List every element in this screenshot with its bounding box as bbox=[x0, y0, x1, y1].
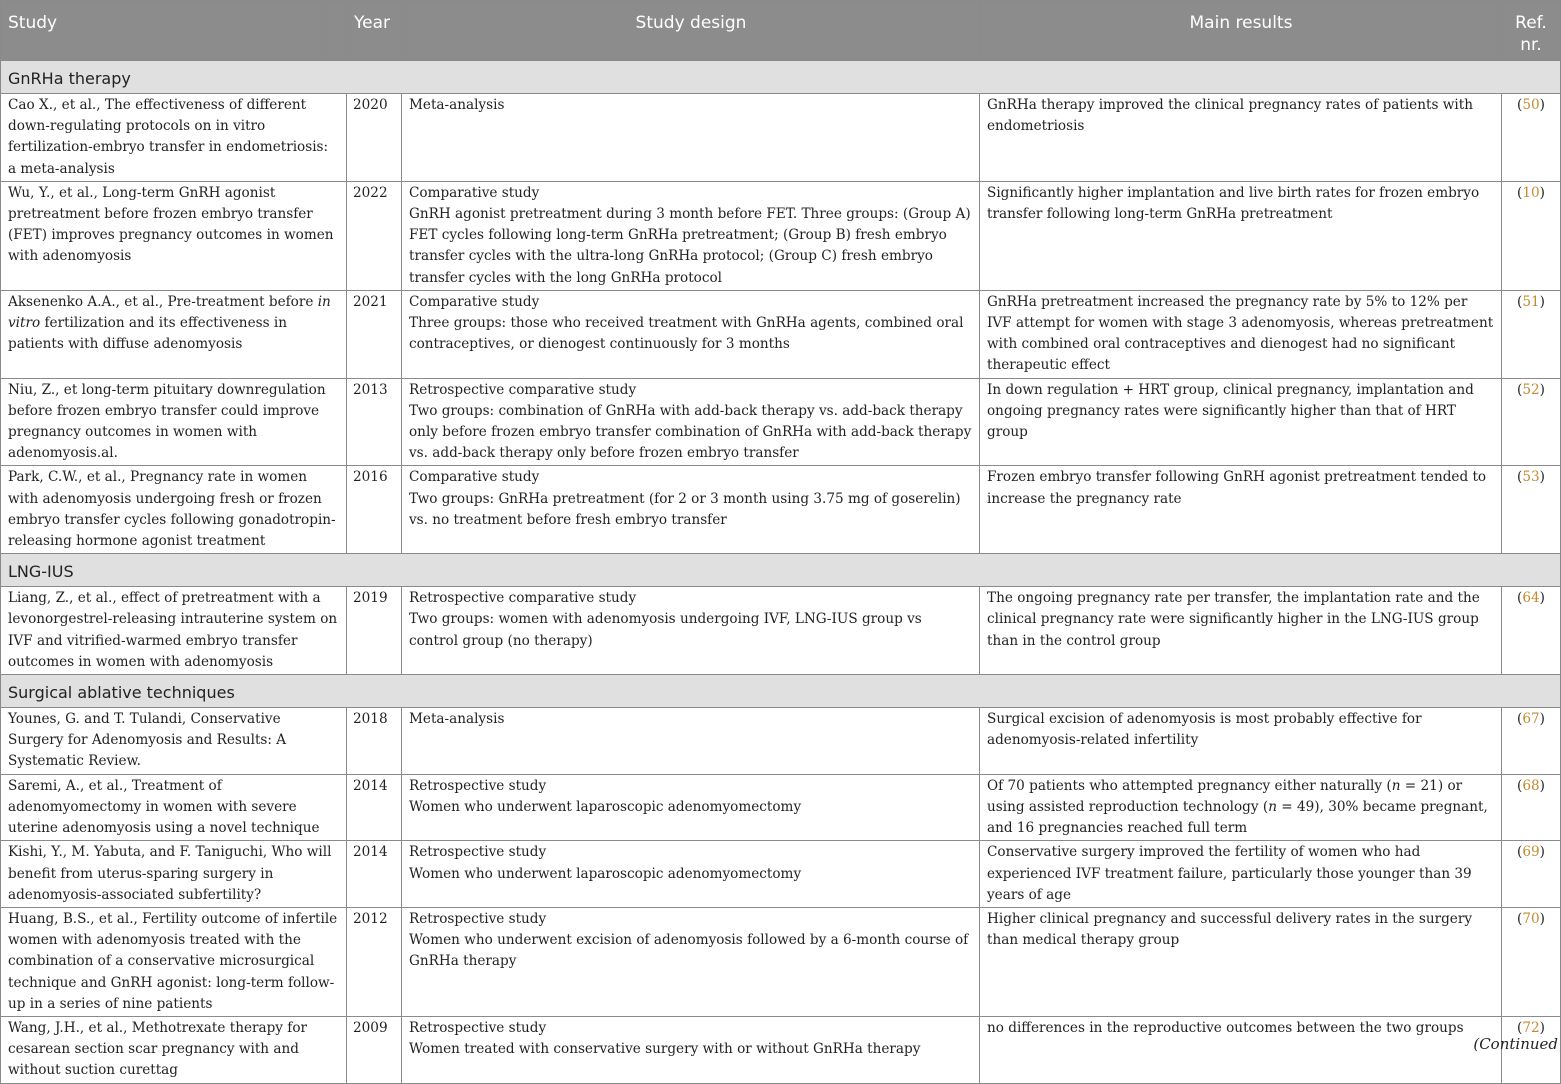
header-study: Study bbox=[1, 1, 326, 61]
study-cell: Huang, B.S., et al., Fertility outcome of infertile women with adenomyosis treated with the combination of a conservative microsurgical technique and GnRH agonist: long-term follow-up in a series of nine patients bbox=[1, 907, 347, 1016]
header-row bbox=[1, 1, 1561, 61]
year-cell: 2020 bbox=[347, 94, 402, 182]
ref-paren-close: ) bbox=[1539, 711, 1545, 728]
ref-paren-close: ) bbox=[1539, 469, 1545, 486]
ref-paren-open: ( bbox=[1517, 97, 1523, 113]
study-cell: Park, C.W., et al., Pregnancy rate in women with adenomyosis undergoing fresh or frozen embryo transfer cycles following gonadotropin-releasing hormone agonist treatment bbox=[1, 466, 347, 554]
design-cell bbox=[402, 774, 980, 841]
design-detail: Two groups: GnRHa pretreatment (for 2 or 3 month using 3.75 mg of goserelin) vs. no treatment before fresh embryo transfer bbox=[409, 490, 961, 528]
ref-cell bbox=[1502, 378, 1561, 466]
results-cell: Significantly higher implantation and live birth rates for frozen embryo transfer following long-term GnRHa pretreatment bbox=[980, 181, 1502, 290]
section-row bbox=[1, 675, 1561, 708]
results-cell: no differences in the reproductive outcomes between the two groups bbox=[980, 1016, 1502, 1083]
results-cell: GnRHa pretreatment increased the pregnancy rate by 5% to 12% per IVF attempt for women with stage 3 adenomyosis, whereas pretreatment with combined oral contraceptives and dienogest had no significant therapeutic effect bbox=[980, 290, 1502, 378]
ref-paren-close: ) bbox=[1539, 777, 1545, 794]
results-cell: Surgical excision of adenomyosis is most probably effective for adenomyosis-related infertility bbox=[980, 708, 1502, 775]
ref-paren-open: ( bbox=[1517, 910, 1523, 927]
ref-cell bbox=[1502, 907, 1561, 1016]
ref-link[interactable]: 67 bbox=[1522, 711, 1540, 728]
ref-cell bbox=[1502, 841, 1561, 908]
ref-link[interactable]: 52 bbox=[1522, 381, 1540, 398]
study-text: in vitro bbox=[8, 293, 331, 332]
ref-link[interactable]: 72 bbox=[1522, 1019, 1540, 1036]
ref-link[interactable]: 51 bbox=[1522, 293, 1540, 310]
ref-paren-open: ( bbox=[1517, 469, 1523, 486]
results-cell: In down regulation + HRT group, clinical pregnancy, implantation and ongoing pregnancy rates were significantly higher than that of HRT group bbox=[980, 378, 1502, 466]
year-cell: 2014 bbox=[347, 841, 402, 908]
ref-paren-close: ) bbox=[1539, 381, 1545, 398]
section-title: LNG-IUS bbox=[1, 554, 1561, 587]
section-title: GnRHa therapy bbox=[1, 61, 1561, 94]
table-body bbox=[1, 61, 1561, 1084]
design-type: Retrospective study bbox=[409, 910, 547, 927]
design-cell bbox=[402, 1016, 980, 1083]
design-type: Retrospective study bbox=[409, 777, 547, 794]
design-cell bbox=[402, 587, 980, 675]
ref-paren-close: ) bbox=[1539, 1019, 1545, 1036]
results-cell: The ongoing pregnancy rate per transfer, the implantation rate and the clinical pregnancy rate were significantly higher in the LNG-IUS group than in the control group bbox=[980, 587, 1502, 675]
ref-paren-close: ) bbox=[1539, 590, 1545, 607]
year-cell: 2013 bbox=[347, 378, 402, 466]
study-cell bbox=[1, 290, 347, 378]
study-text: Aksenenko A.A., et al., Pre-treatment before bbox=[8, 293, 318, 310]
ref-cell bbox=[1502, 587, 1561, 675]
design-cell bbox=[402, 466, 980, 554]
design-type: Meta-analysis bbox=[409, 97, 505, 113]
results-text: n bbox=[1391, 777, 1401, 794]
ref-link[interactable]: 70 bbox=[1522, 910, 1540, 927]
results-cell: GnRHa therapy improved the clinical pregnancy rates of patients with endometriosis bbox=[980, 94, 1502, 182]
ref-paren-close: ) bbox=[1539, 293, 1545, 310]
year-cell: 2009 bbox=[347, 1016, 402, 1083]
ref-paren-open: ( bbox=[1517, 777, 1523, 794]
ref-link[interactable]: 50 bbox=[1522, 97, 1540, 113]
ref-paren-open: ( bbox=[1517, 590, 1523, 607]
header-main-results: Main results bbox=[980, 1, 1502, 61]
year-cell: 2014 bbox=[347, 774, 402, 841]
year-cell: 2021 bbox=[347, 290, 402, 378]
table-row bbox=[1, 378, 1561, 466]
ref-cell bbox=[1502, 290, 1561, 378]
header-year: Year bbox=[347, 1, 402, 61]
year-cell: 2022 bbox=[347, 181, 402, 290]
design-type: Retrospective study bbox=[409, 844, 547, 861]
ref-paren-close: ) bbox=[1539, 97, 1545, 113]
table-row bbox=[1, 774, 1561, 841]
ref-paren-open: ( bbox=[1517, 711, 1523, 728]
design-detail: Women who underwent laparoscopic adenomyomectomy bbox=[409, 798, 802, 815]
design-cell bbox=[402, 94, 980, 182]
design-type: Retrospective comparative study bbox=[409, 381, 637, 398]
design-detail: Two groups: women with adenomyosis undergoing IVF, LNG-IUS group vs control group (no therapy) bbox=[409, 611, 922, 649]
section-row bbox=[1, 554, 1561, 587]
results-text: n bbox=[1268, 798, 1277, 815]
results-cell: Higher clinical pregnancy and successful delivery rates in the surgery than medical therapy group bbox=[980, 907, 1502, 1016]
ref-cell bbox=[1502, 774, 1561, 841]
ref-cell bbox=[1502, 466, 1561, 554]
header-study-design: Study design bbox=[402, 1, 980, 61]
study-cell: Wu, Y., et al., Long-term GnRH agonist pretreatment before frozen embryo transfer (FET) improves pregnancy outcomes in women with adenomyosis bbox=[1, 181, 347, 290]
study-cell: Liang, Z., et al., effect of pretreatment with a levonorgestrel-releasing intrauterine system on IVF and vitrified-warmed embryo transfer outcomes in women with adenomyosis bbox=[1, 587, 347, 675]
table-row bbox=[1, 841, 1561, 908]
design-cell bbox=[402, 907, 980, 1016]
results-cell: Conservative surgery improved the fertility of women who had experienced IVF treatment failure, particularly those younger than 39 years of age bbox=[980, 841, 1502, 908]
study-cell: Niu, Z., et long-term pituitary downregulation before frozen embryo transfer could improve pregnancy outcomes in women with adenomyosis.al. bbox=[1, 378, 347, 466]
design-type: Retrospective study bbox=[409, 1019, 547, 1036]
year-cell: 2016 bbox=[347, 466, 402, 554]
ref-paren-close: ) bbox=[1539, 184, 1545, 201]
results-text: Of 70 patients who attempted pregnancy either naturally ( bbox=[987, 777, 1392, 794]
table-row bbox=[1, 466, 1561, 554]
study-cell: Saremi, A., et al., Treatment of adenomyomectomy in women with severe uterine adenomyosis using a novel technique bbox=[1, 774, 347, 841]
design-detail: Three groups: those who received treatment with GnRHa agents, combined oral contraceptives, or dienogest continuously for 3 months bbox=[409, 315, 964, 353]
ref-paren-open: ( bbox=[1517, 1019, 1523, 1036]
year-cell: 2018 bbox=[347, 708, 402, 775]
table-row bbox=[1, 181, 1561, 290]
ref-paren-close: ) bbox=[1539, 910, 1545, 927]
header-spacer bbox=[326, 1, 347, 61]
results-text: = 49), 30% became pregnant, and 16 pregnancies reached full term bbox=[987, 798, 1488, 837]
design-type: Comparative study bbox=[409, 184, 540, 201]
ref-paren-open: ( bbox=[1517, 381, 1523, 398]
table-row bbox=[1, 290, 1561, 378]
design-cell bbox=[402, 841, 980, 908]
ref-paren-close: ) bbox=[1539, 844, 1545, 861]
table-row bbox=[1, 587, 1561, 675]
ref-paren-open: ( bbox=[1517, 844, 1523, 861]
year-cell: 2019 bbox=[347, 587, 402, 675]
table-row bbox=[1, 907, 1561, 1016]
ref-cell bbox=[1502, 181, 1561, 290]
study-cell: Kishi, Y., M. Yabuta, and F. Taniguchi, Who will benefit from uterus-sparing surgery in adenomyosis-associated subfertility? bbox=[1, 841, 347, 908]
table-row bbox=[1, 94, 1561, 182]
table-row bbox=[1, 708, 1561, 775]
design-type: Comparative study bbox=[409, 293, 540, 310]
design-cell bbox=[402, 181, 980, 290]
design-detail: Women treated with conservative surgery with or without GnRHa therapy bbox=[409, 1041, 921, 1058]
design-type: Meta-analysis bbox=[409, 711, 505, 728]
design-type: Comparative study bbox=[409, 469, 540, 486]
results-cell bbox=[980, 774, 1502, 841]
section-row bbox=[1, 61, 1561, 94]
study-text: fertilization and its effectiveness in patients with diffuse adenomyosis bbox=[8, 315, 287, 353]
design-detail: Women who underwent excision of adenomyosis followed by a 6-month course of GnRHa therapy bbox=[409, 932, 969, 970]
design-detail: Two groups: combination of GnRHa with add-back therapy vs. add-back therapy only before frozen embryo transfer combination of GnRHa with add-back therapy vs. add-back therapy only before frozen embryo transfer bbox=[409, 402, 972, 462]
design-cell bbox=[402, 378, 980, 466]
ref-cell bbox=[1502, 708, 1561, 775]
ref-paren-open: ( bbox=[1517, 293, 1523, 310]
ref-link[interactable]: 68 bbox=[1522, 777, 1540, 794]
study-cell: Younes, G. and T. Tulandi, Conservative Surgery for Adenomyosis and Results: A Systematic Review. bbox=[1, 708, 347, 775]
ref-paren-open: ( bbox=[1517, 184, 1523, 201]
section-title: Surgical ablative techniques bbox=[1, 675, 1561, 708]
study-cell: Cao X., et al., The effectiveness of different down-regulating protocols on in vitro fertilization-embryo transfer in endometriosis: a meta-analysis bbox=[1, 94, 347, 182]
design-cell bbox=[402, 708, 980, 775]
design-cell bbox=[402, 290, 980, 378]
header-ref-nr: Ref. nr. bbox=[1502, 1, 1561, 61]
ref-link[interactable]: 69 bbox=[1522, 844, 1540, 861]
table-row bbox=[1, 1016, 1561, 1083]
year-cell: 2012 bbox=[347, 907, 402, 1016]
continued-note: (Continued bbox=[1473, 1035, 1558, 1053]
ref-link[interactable]: 64 bbox=[1522, 590, 1540, 607]
design-type: Retrospective comparative study bbox=[409, 590, 637, 607]
ref-cell bbox=[1502, 94, 1561, 182]
design-detail: GnRH agonist pretreatment during 3 month before FET. Three groups: (Group A) FET cycles following long-term GnRHa pretreatment; (Group B) fresh embryo transfer cycles with the ultra-long GnRHa protocol; (Group C) fresh embryo transfer cycles with the long GnRHa protocol bbox=[409, 206, 971, 286]
ref-link[interactable]: 53 bbox=[1522, 469, 1540, 486]
design-detail: Women who underwent laparoscopic adenomyomectomy bbox=[409, 865, 802, 882]
results-cell: Frozen embryo transfer following GnRH agonist pretreatment tended to increase the pregnancy rate bbox=[980, 466, 1502, 554]
study-cell: Wang, J.H., et al., Methotrexate therapy for cesarean section scar pregnancy with and without suction curettag bbox=[1, 1016, 347, 1083]
results-text: = 21) or using assisted reproduction technology ( bbox=[987, 777, 1463, 815]
ref-link[interactable]: 10 bbox=[1522, 184, 1540, 201]
